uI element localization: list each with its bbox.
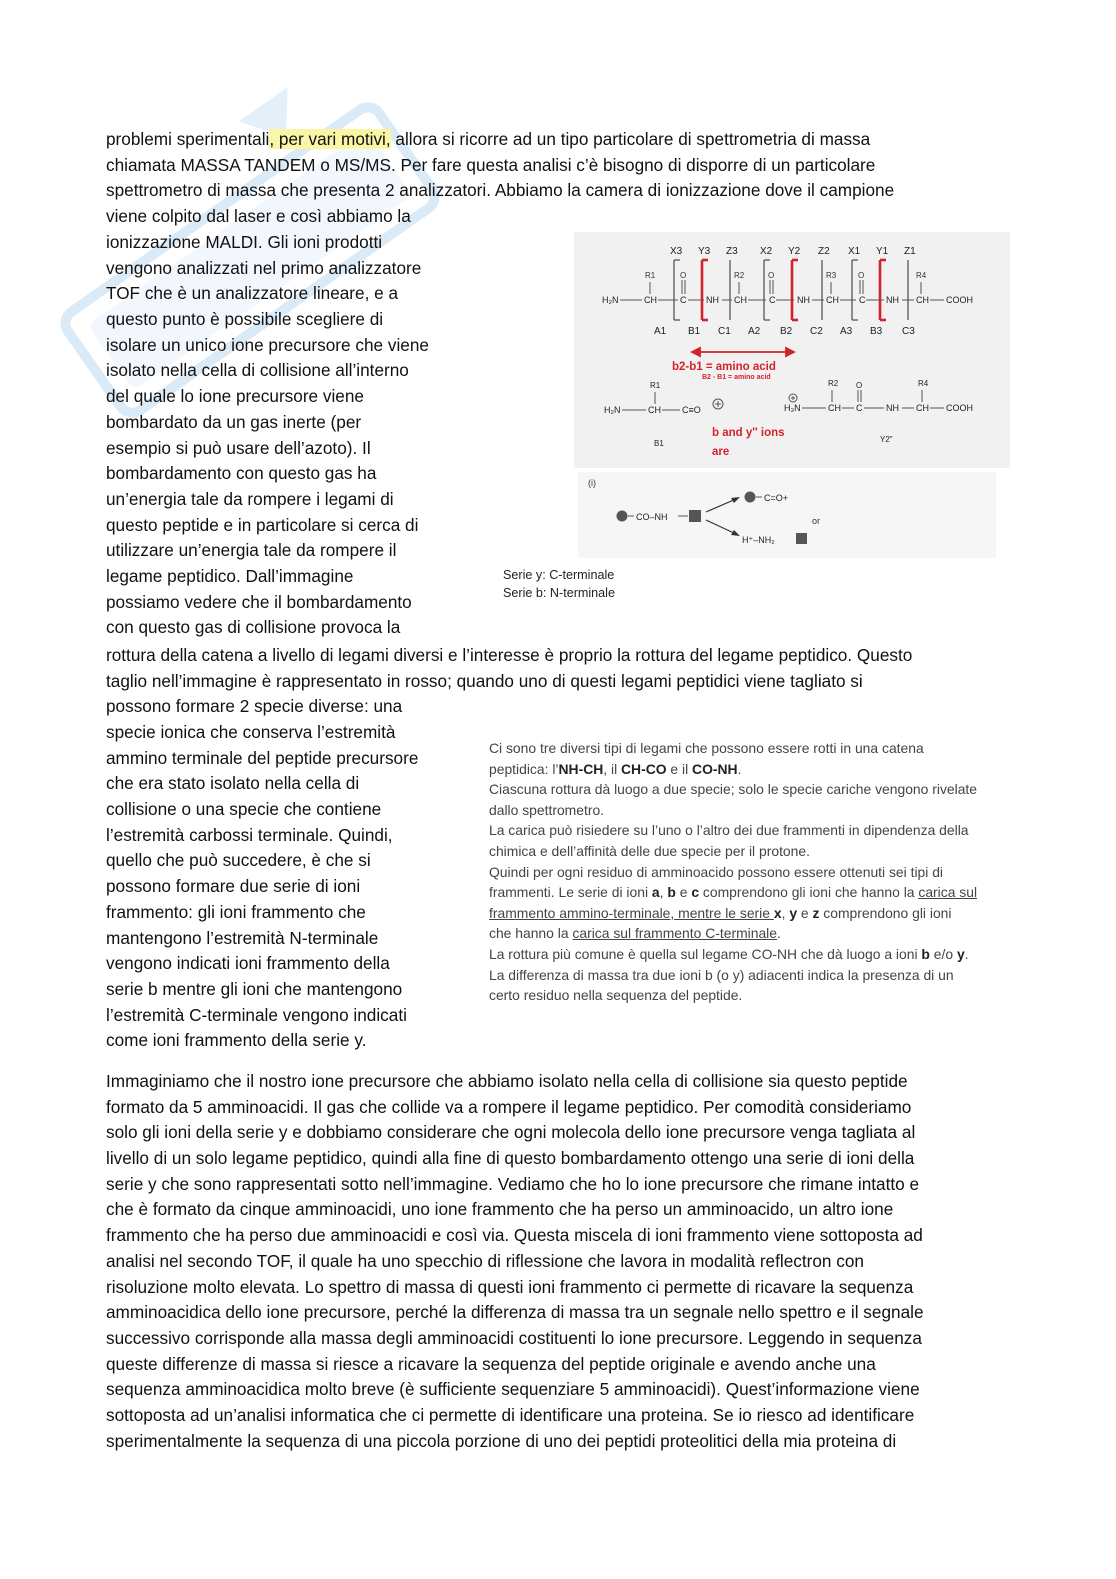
scheme-amine: H⁺–NH₂ [742,535,775,545]
panel-label: (i) [588,478,596,488]
text-line: formato da 5 amminoacidi. Il gas che collide va a rompere il legame peptidico. Per comodità consideriamo [106,1096,912,1117]
text-line: l’estremità carbossi terminale. Quindi, [106,824,393,845]
svg-text:H₃N: H₃N [784,403,801,413]
text-line: serie y che sono rappresentati sotto nell’immagine. Vediamo che ho lo ione precursore che rimane intatto e [106,1173,920,1194]
scheme-or: or [812,516,821,526]
box-line: certo residuo nella sequenza del peptide. [489,987,743,1004]
svg-text:CH: CH [644,295,657,305]
text-line: sequenza amminoacidica molto breve (è sufficiente sequenziare 5 amminoacidi). Quest’informazione viene [106,1379,920,1400]
text-line: possono formare 2 specie diverse: una [106,696,403,717]
fig-top-label: Z2 [818,246,830,257]
text-line: serie b mentre gli ioni che mantengono [106,978,403,999]
scheme-acylium: C=O+ [764,493,789,503]
box-line: chimica e dell’affinità delle due specie per il protone. [489,842,810,859]
fig-bottom-label: B1 [688,326,701,337]
text-line: spettrometro di massa che presenta 2 analizzatori. Abbiamo la camera di ionizzazione dove il campione [106,180,895,201]
text-line: isolare un unico ione precursore che viene [106,334,429,355]
svg-text:C: C [856,403,863,413]
caption-b: Serie b: N-terminale [503,586,615,600]
highlighted-text: , per vari motivi, [269,129,391,149]
box-line: frammenti. Le serie di ioni a, b e c comprendono gli ioni che hanno la carica sul [489,884,978,901]
box-line: La carica può risiedere su l’uno o l’altro dei due frammenti in dipendenza della [489,822,969,839]
r-group-label: R2 [734,271,745,280]
svg-text:CH: CH [916,295,929,305]
svg-text:CH: CH [734,295,747,305]
text-line: che è formato da cinque amminoacidi, uno ione frammento che ha perso un amminoacido, un altro ione [106,1199,894,1220]
text-line: Immaginiamo che il nostro ione precursore che abbiamo isolato nella cella di collisione sia questo peptide [106,1071,908,1091]
svg-text:CH: CH [916,403,929,413]
ions-label: b and y'' ions [712,427,785,439]
text-line: mantengono l’estremità N-terminale [106,927,379,948]
svg-text:B1: B1 [654,439,664,448]
fig-bottom-label: A3 [840,326,853,337]
text-line: frammento che ha perso due amminoacidi e così via. Questa miscela di ioni frammento viene sottoposta ad [106,1225,923,1246]
box-line: La rottura più comune è quella sul legame CO-NH che dà luogo a ioni b e/o y. [489,945,969,962]
text-line: isolato nella cella di collisione all’interno [106,360,409,381]
text-line: queste differenze di massa si riesce a ricavare la sequenza del peptide originale e avendo anche una [106,1353,876,1374]
box-line: Ci sono tre diversi tipi di legami che possono essere rotti in una catena [489,740,924,756]
svg-text:CH: CH [826,295,839,305]
box-line: Quindi per ogni residuo di amminoacido possono essere ottenuti sei tipi di [489,863,944,880]
svg-text:H₂N: H₂N [602,295,619,305]
text-line: viene colpito dal laser e così abbiamo la [106,206,411,227]
text-line: del quale lo ione precursore viene [106,386,364,407]
fig-bottom-label: C1 [718,326,731,337]
text-line: rottura della catena a livello di legami diversi e l’interesse è proprio la rottura del legame peptidico. Questo [106,645,913,665]
text-line: come ioni frammento della serie y. [106,1030,367,1051]
svg-text:NH: NH [797,295,810,305]
svg-text:R4: R4 [918,379,929,388]
peptide-fragmentation-figure [574,232,1010,468]
text-line: ionizzazione MALDI. Gli ioni prodotti [106,232,383,252]
svg-text:C: C [680,295,687,305]
fig-bottom-label: B2 [780,326,793,337]
ions-label-2: are [712,446,730,458]
text-line: possono formare due serie di ioni [106,876,361,897]
fig-bottom-label: A1 [654,326,667,337]
text-line: possiamo vedere che il bombardamento [106,591,412,612]
text-line: ammino terminale del peptide precursore [106,747,419,768]
b-fragment [604,381,701,448]
svg-text:CH: CH [648,405,661,415]
fig-top-label: Z3 [726,246,738,257]
mass-difference-arrow [692,348,794,356]
text-line: bombardamento con questo gas ha [106,463,377,484]
paragraph-intro [106,127,894,230]
fig-top-label: X2 [760,246,773,257]
text-line: legame peptidico. Dall’immagine [106,565,354,586]
annotation-main: b2-b1 = amino acid [672,361,776,373]
svg-text:NH: NH [886,403,899,413]
svg-text:C: C [769,295,776,305]
annotation-sub: B2 - B1 = amino acid [702,374,771,381]
box-line: frammento ammino-terminale, mentre le serie x, y e z comprendono gli ioni [489,904,952,921]
r-group-label: R3 [826,271,837,280]
paragraph-middle [106,643,912,720]
y-fragment [784,379,973,444]
box-line: peptidica: l’NH-CH, il CH-CO e il CO-NH. [489,760,742,777]
r-group-label: R1 [645,271,656,280]
text-line: risoluzione molto elevata. Lo spettro di massa di questi ioni frammento ci permette di ricavare la sequenza [106,1276,914,1297]
svg-text:NH: NH [886,295,899,305]
cleavage-scheme-figure [578,472,996,558]
text-line: solo gli ioni della serie y e dobbiamo considerare che ogni molecola dello ione precursore venga tagliata al [106,1122,916,1143]
scheme-bond: CO–NH [636,512,668,522]
paragraph-bottom [106,1069,924,1454]
box-line: dallo spettrometro. [489,801,605,818]
fig-bottom-label: B3 [870,326,883,337]
text-line: un’energia tale da rompere i legami di [106,488,394,509]
fig-top-label: Y3 [698,246,711,257]
text-line: TOF che è un analizzatore lineare, e a [106,283,399,304]
text-line: questo punto è possibile scegliere di [106,309,384,330]
r-group-label: R4 [916,271,927,280]
text-line: che era stato isolato nella cella di [106,773,360,794]
text-line: sperimentalmente la sequenza di una piccola porzione di uno dei peptidi proteolitici della mia proteina di [106,1430,897,1451]
text-line: con questo gas di collisione provoca la [106,617,401,638]
text-line: questo peptide e in particolare si cerca di [106,514,419,535]
fig-bottom-label: C2 [810,326,823,337]
fig-bottom-label: C3 [902,326,915,337]
text-line: l’estremità C-terminale vengono indicati [106,1004,407,1025]
text-line: bombardato da un gas inerte (per [106,411,362,432]
text-line: esempio si può usare dell’azoto). Il [106,437,371,458]
figure-caption [503,566,615,602]
fig-top-label: X1 [848,246,861,257]
text-line: chiamata MASSA TANDEM o MS/MS. Per fare questa analisi c’è bisogno di disporre di un particolare [106,154,876,175]
fig-top-label: Y1 [876,246,889,257]
svg-text:H₂N: H₂N [604,405,621,415]
svg-text:O: O [680,271,687,280]
svg-text:COOH: COOH [946,403,973,413]
text-line: utilizzare un’energia tale da rompere il [106,540,397,561]
text-line: taglio nell’immagine è rappresentato in rosso; quando uno di questi legami peptidici viene tagliato si [106,670,863,691]
paragraph-left-column-1 [106,230,429,641]
text-line: quello che può succedere, è che si [106,850,371,871]
text-line: frammento: gli ioni frammento che [106,901,366,922]
text-line: vengono analizzati nel primo analizzatore [106,257,422,278]
svg-text:C≡O: C≡O [682,405,701,415]
fig-top-label: Z1 [904,246,916,257]
text-line: sottoposta ad un’analisi informatica che ci permette di identificare una proteina. Se io riesco ad identificare [106,1404,915,1425]
residue-dot [617,511,628,522]
explanation-box [489,738,1039,1006]
text-line: amminoacidica dello ione precursore, perché la differenza di massa tra un segnale nello spettro e il segnale [106,1302,924,1323]
paragraph-left-column-2 [106,720,418,1054]
svg-text:C: C [859,295,866,305]
box-line: Ciascuna rottura dà luogo a due specie; solo le specie cariche vengono rivelate [489,781,978,798]
text-line: problemi sperimentali, per vari motivi, allora si ricorre ad un tipo particolare di spettrometria di massa [106,129,871,149]
svg-text:R1: R1 [650,381,661,390]
svg-text:COOH: COOH [946,295,973,305]
text-line: vengono indicati ioni frammento della [106,953,390,974]
svg-text:O: O [768,271,775,280]
text-line: specie ionica che conserva l’estremità [106,722,396,742]
text-line: collisione o una specie che contiene [106,799,382,820]
svg-text:NH: NH [706,295,719,305]
svg-text:CH: CH [828,403,841,413]
svg-text:Y2": Y2" [880,435,893,444]
text-line: successivo corrisponde alla massa degli amminoacidi costituenti lo ione precursore. Leggendo in sequenza [106,1327,922,1348]
fig-top-label: X3 [670,246,683,257]
text-line: livello di un solo legame peptidico, quindi alla fine di questo bombardamento ottengo una serie di ioni della [106,1148,915,1169]
residue-square [689,510,701,522]
svg-text:R2: R2 [828,379,839,388]
fig-top-label: Y2 [788,246,801,257]
svg-text:O: O [858,271,865,280]
caption-y: Serie y: C-terminale [503,568,615,582]
svg-text:O: O [856,381,863,390]
fig-bottom-label: A2 [748,326,761,337]
box-line: che hanno la carica sul frammento C-terminale. [489,925,781,942]
box-line: La differenza di massa tra due ioni b (o y) adiacenti indica la presenza di un [489,966,954,983]
text-line: analisi nel secondo TOF, il quale ha uno specchio di riflessione che lavora in modalità reflectron con [106,1250,864,1271]
